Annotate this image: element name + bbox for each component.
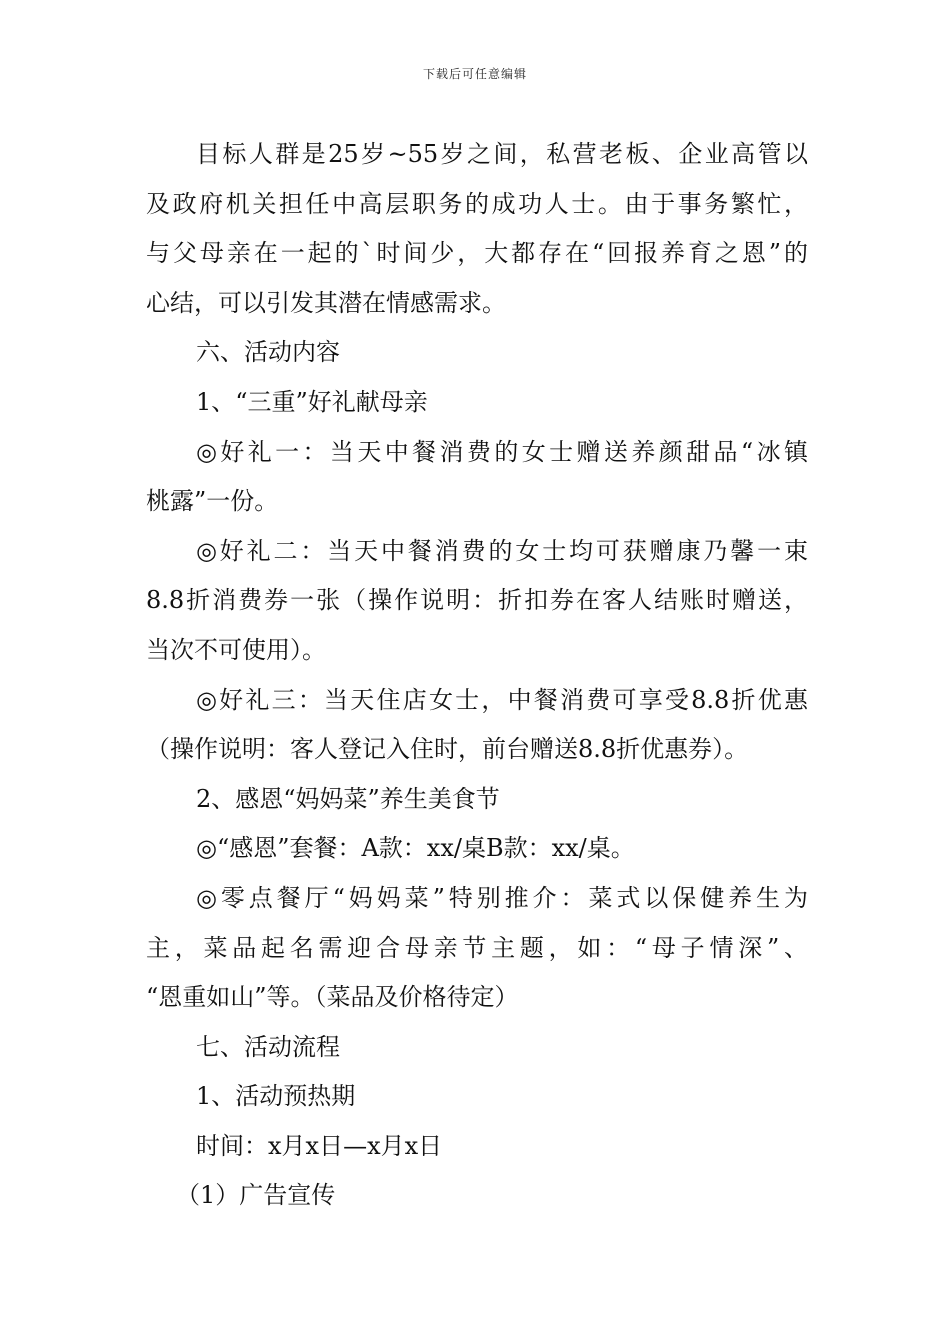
subsection-heading: 1、“三重”好礼献母亲 <box>196 387 428 416</box>
paragraph-line: 8.8折消费券一张（操作说明：折扣券在客人结账时赠送， <box>146 586 808 615</box>
paragraph-line: 目标人群是25岁~55岁之间，私营老板、企业高管以 <box>196 140 808 168</box>
document-body <box>146 130 808 1221</box>
paragraph-line: ◎“感恩”套餐：A款：xx/桌B款：xx/桌。 <box>196 834 635 863</box>
subsection-heading: （1）广告宣传 <box>176 1181 336 1210</box>
paragraph-line: ◎好礼二：当天中餐消费的女士均可获赠康乃馨一束 <box>196 536 808 565</box>
paragraph-line: 主，菜品起名需迎合母亲节主题，如：“母子情深”、 <box>146 933 808 962</box>
paragraph-line: 心结，可以引发其潜在情感需求。 <box>146 288 506 317</box>
paragraph-line: 桃露”一份。 <box>146 487 279 516</box>
paragraph-line: （操作说明：客人登记入住时，前台赠送8.8折优惠券）。 <box>146 735 749 764</box>
paragraph-line: “恩重如山”等。（菜品及价格待定） <box>146 983 519 1012</box>
section-heading: 六、活动内容 <box>196 338 340 367</box>
paragraph-line: ◎好礼三：当天住店女士，中餐消费可享受8.8折优惠 <box>196 685 808 714</box>
subsection-heading: 1、活动预热期 <box>196 1082 356 1111</box>
page-header: 下载后可任意编辑 <box>422 67 527 81</box>
paragraph-line: 当次不可使用）。 <box>146 635 326 664</box>
paragraph-line: 时间：x月x日—x月x日 <box>196 1131 443 1160</box>
paragraph-line: 及政府机关担任中高层职务的成功人士。由于事务繁忙， <box>146 189 808 218</box>
paragraph-line: ◎零点餐厅“妈妈菜”特别推介：菜式以保健养生为 <box>196 883 808 912</box>
paragraph-line: ◎好礼一：当天中餐消费的女士赠送养颜甜品“冰镇 <box>196 437 808 466</box>
section-heading: 七、活动流程 <box>196 1032 340 1061</box>
paragraph-line: 与父母亲在一起的`时间少，大都存在“回报养育之恩”的 <box>146 239 808 268</box>
subsection-heading: 2、感恩“妈妈菜”养生美食节 <box>196 784 500 813</box>
